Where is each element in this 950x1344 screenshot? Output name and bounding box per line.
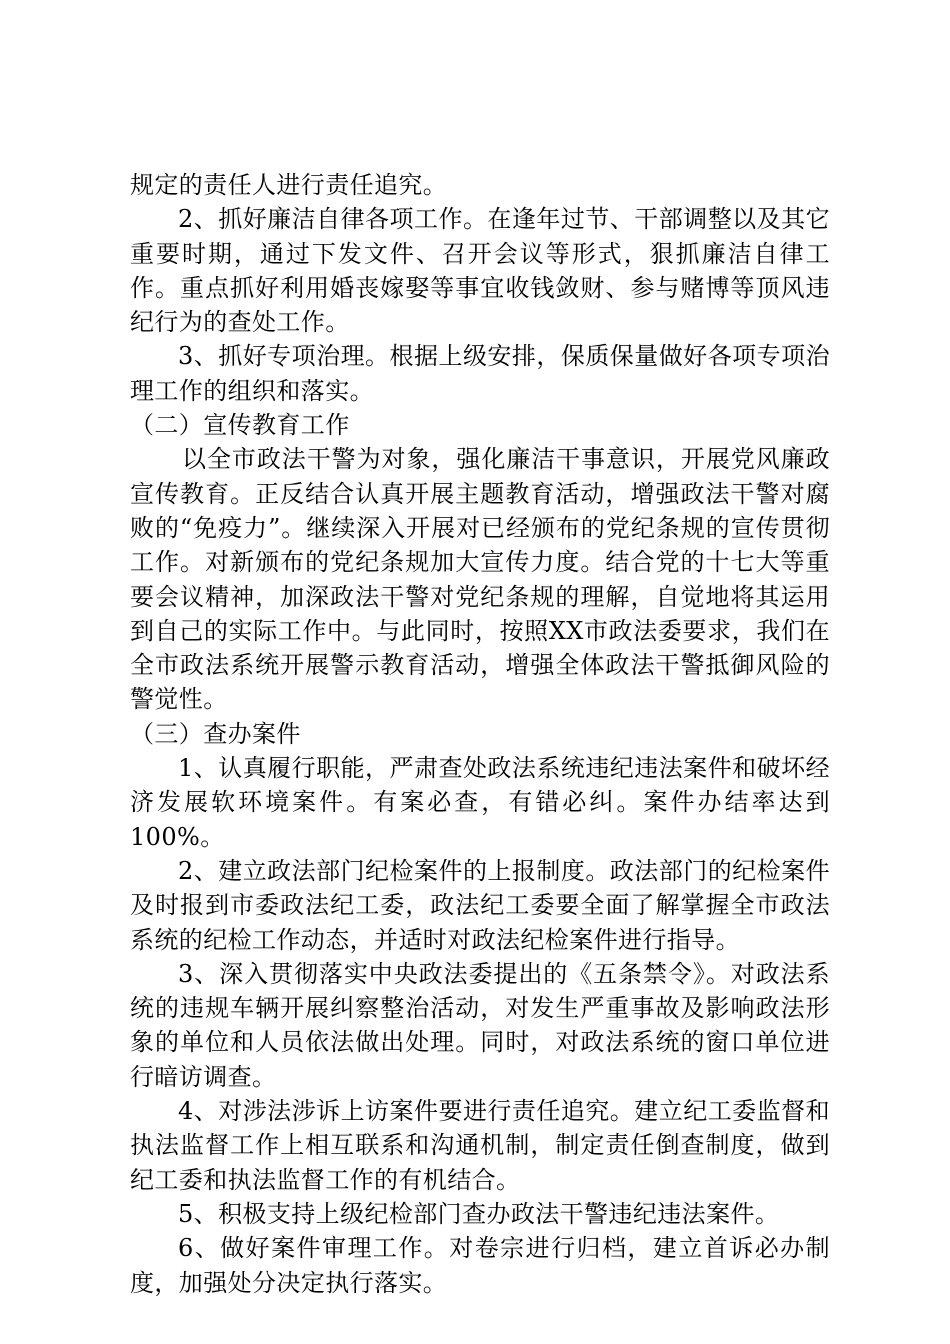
paragraph-case-item-5: 5、积极支持上级纪检部门查办政法干警违纪违法案件。 xyxy=(178,1199,780,1228)
paragraph-publicity-education: 以全市政法干警为对象，强化廉洁干事意识，开展党风廉政宣传教育。正反结合认真开展主题教育活动，增强政法干警对腐败的“免疫力”。继续深入开展对已经颁布的党纪条规的宣传贯彻工作。对新颁布的党纪条规加大宣传力度。结合党的十七大等重要会议精神，加深政法干警对党纪条规的理解，自觉地将其运用到自己的实际工作中。与此同时，按照XX市政法委要求，我们在全市政法系统开展警示教育活动，增强全体政法干警抵御风险的警觉性。 xyxy=(130,445,830,714)
paragraph-case-item-3: 3、深入贯彻落实中央政法委提出的《五条禁令》。对政法系统的违规车辆开展纠察整治活动，对发生严重事故及影响政法形象的单位和人员依法做出处理。同时，对政法系统的窗口单位进行暗访调查。 xyxy=(130,959,830,1091)
paragraph-case-item-4: 4、对涉法涉诉上访案件要进行责任追究。建立纪工委监督和执法监督工作上相互联系和沟通机制，制定责任倒查制度，做到纪工委和执法监督工作的有机结合。 xyxy=(130,1097,830,1194)
paragraph-case-item-1: 1、认真履行职能，严肃查处政法系统违纪违法案件和破坏经济发展软环境案件。有案必查，有错必纠。案件办结率达到100%。 xyxy=(130,754,830,851)
paragraph-case-item-2: 2、建立政法部门纪检案件的上报制度。政法部门的纪检案件及时报到市委政法纪工委，政法纪工委要全面了解掌握全市政法系统的纪检工作动态，并适时对政法纪检案件进行指导。 xyxy=(130,856,830,954)
paragraph-case-item-6: 6、做好案件审理工作。对卷宗进行归档，建立首诉必办制度，加强处分决定执行落实。 xyxy=(130,1234,830,1297)
paragraph-item-2-self-discipline: 2、抓好廉洁自律各项工作。在逢年过节、干部调整以及其它重要时期，通过下发文件、召开会议等形式，狠抓廉洁自律工作。重点抓好利用婚丧嫁娶等事宜收钱敛财、参与赌博等顶风违纪行为的查处工作。 xyxy=(130,205,830,337)
document-body xyxy=(130,168,830,1300)
paragraph-item-3-special-governance: 3、抓好专项治理。根据上级安排，保质保量做好各项专项治理工作的组织和落实。 xyxy=(130,342,830,405)
paragraph-continuation: 规定的责任人进行责任追究。 xyxy=(130,171,448,199)
section-heading-cases: （三）查办案件 xyxy=(130,719,301,748)
section-heading-publicity: （二）宣传教育工作 xyxy=(130,411,350,440)
